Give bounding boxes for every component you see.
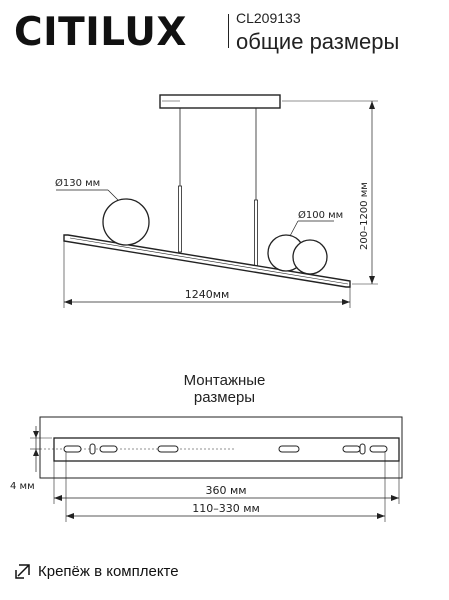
mounting-title-line1: Монтажные [183,372,266,389]
globe-small-label: Ø100 мм [298,210,344,221]
arrow-down-left-icon [14,562,32,580]
globe-large-label: Ø130 мм [55,178,101,189]
model-code: CL209133 [236,10,301,26]
footer-text: Крепёж в комплекте [38,562,179,580]
page-subtitle: общие размеры [236,29,400,54]
mounting-title [0,372,449,406]
hole-spacing-label: 110–330 мм [192,502,260,515]
height-range-label: 200–1200 мм [359,182,370,250]
length-label: 1240мм [184,288,230,301]
mounting-title-line2: размеры [193,389,256,406]
depth-label: 4 мм [10,481,35,492]
globe-small-2 [293,240,327,274]
brand-logo: CITILUX [14,10,187,55]
footer-note [14,562,179,580]
globe-large [103,199,149,245]
ceiling-canopy [160,95,280,108]
plate-length-label: 360 мм [205,484,247,497]
